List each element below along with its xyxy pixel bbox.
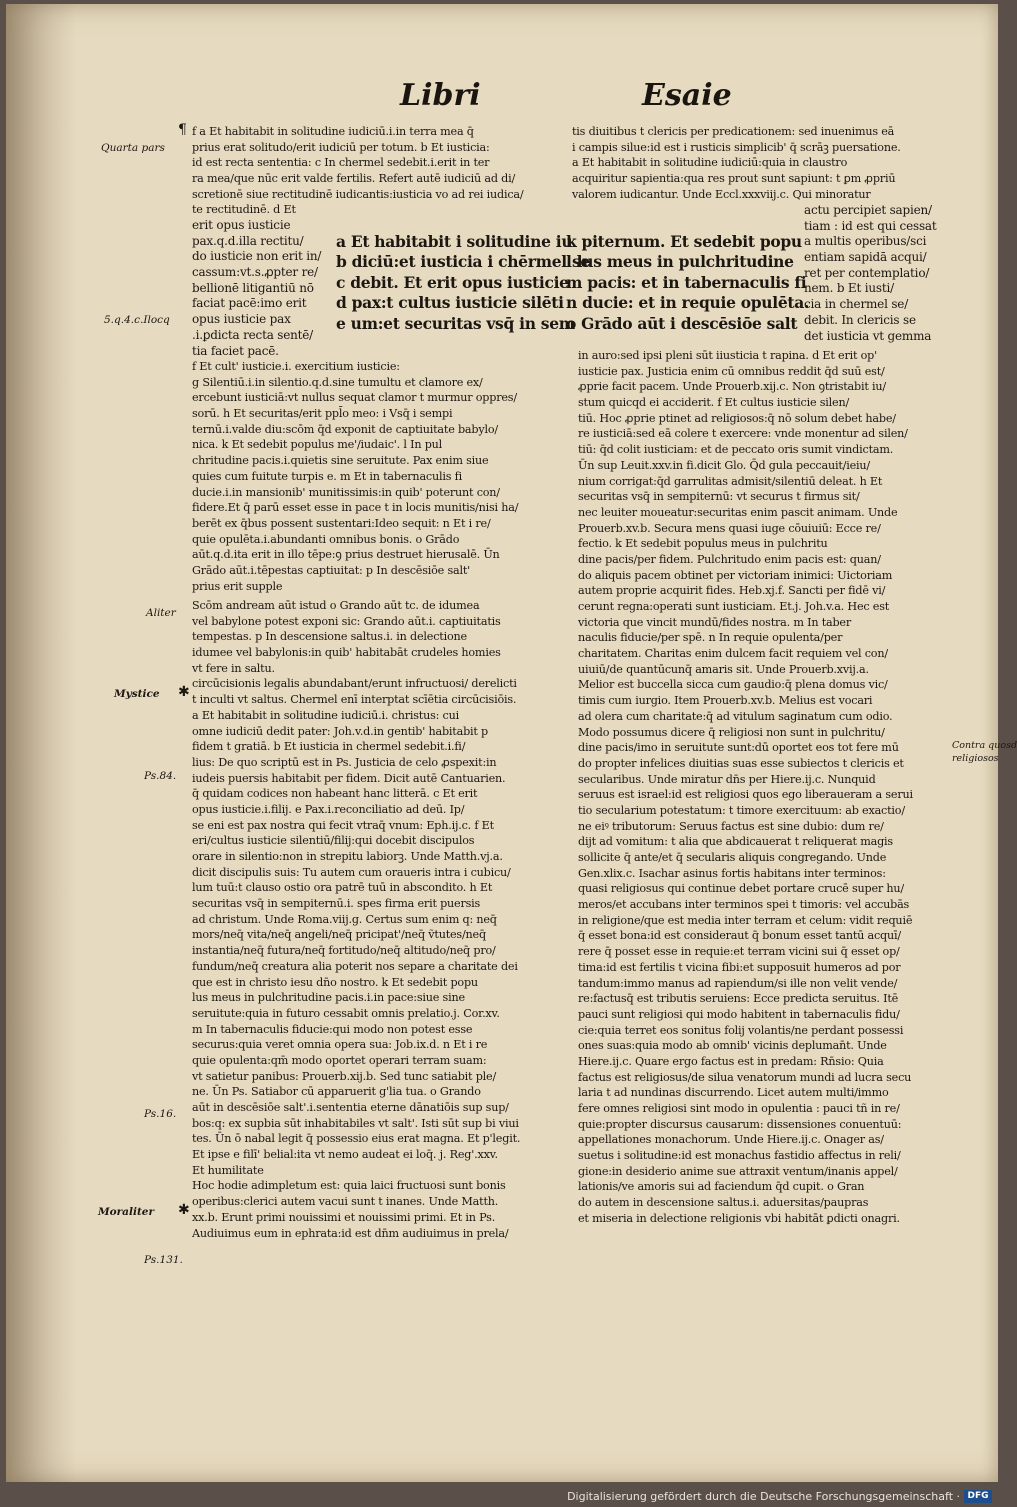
running-head-left: Libri <box>400 78 481 113</box>
margin-note-ps84: Ps.84. <box>144 770 177 782</box>
margin-note-aliter: Aliter <box>146 607 176 619</box>
margin-note-quarta: Quarta pars <box>101 142 165 154</box>
running-head-right: Esaie <box>642 78 732 113</box>
margin-note-contra: Contra quosd <box>952 740 1017 751</box>
scripture-text-right: k piternum. Et sedebit popu l lus meus in pulchritudine m pacis: et in tabernaculis fi n ducie: et in requie opulēta. o Grādo aūt i descēsiōe salt <box>566 232 810 333</box>
margin-note-religiosos: religiosos <box>952 753 999 764</box>
margin-note-ps131: Ps.131. <box>144 1254 183 1266</box>
left-bottom-commentary: Scōm andream aūt istud o Grando aūt tc. de idumea vel babylone potest exponi sic: Grando aūt.i. captiuitatis tempestas. p In descensione saltus.i. in delectione idumee vel babylonis:in quib' habitabāt crudeles homies vt fere in saltu. circūcisionis legalis abundabant/erunt infructuosi/ derelicti t inculti vt saltus. Chermel enī interptat scīētia circūcisiōis. a Et habitabit in solitudine iudiciū.i. christus: cui omne iudiciū dedit pater: Joh.v.d.in gentib' habitabit p fidem t gratiā. b Et iusticia in chermel sedebit.i.fi/ lius: De quo scriptū est in Ps. Justicia de celo ꝓspexit:in iudeis puersis habitabit per fidem. Dicit autē Cantuarien. q̄ quidam codices non habeant hanc litterā. c Et erit opus iusticie.i.filij. e Pax.i.reconciliatio ad deū. Ip/ se eni est pax nostra qui fecit vtraq̄ vnum: Eph.ij.c. f Et eri/cultus iusticie silentiū/filij:qui docebit discipulos orare in silentio:non in strepitu labiorꝫ. Unde Matth.vj.a. dicit discipulis suis: Tu autem cum oraueris intra i cubicu/ lum tuū:t clauso ostio ora patrē tuū in abscondito. h Et securitas vsq̄ in sempiternū.i. spes firma erit puersis ad christum. Unde Roma.viij.g. Certus sum enim q: neq̄ mors/neq̄ vita/neq̄ angeli/neq̄ pricipat'/neq̄ ṽtutes/neq̄ instantia/neq̄ futura/neq̄ fortitudo/neq̄ altitudo/neq̄ pro/ fundum/neq̄ creatura alia poterit nos separe a charitate dei que est in christo iesu dn̄o nostro. k Et sedebit popu lus meus in pulchritudine pacis.i.in pace:siue sine seruitute:quia in futuro cessabit omnis prelatio.j. Cor.xv. m In tabernaculis fiducie:qui modo non potest esse securus:quia veret omnia opera sua: Job.ix.d. n Et i re quie opulenta:qm̄ modo oportet operari terram suam: vt satietur panibus: Prouerb.xij.b. Sed tunc satiabit ple/ ne. Ūn Ps. Satiabor cū apparuerit g'lia tua. o Grando aūt in descēsiōe salt'.i.sententia eterne dānatiōis sup sup/ bos:q: ex supbia sūt inhabitabiles vt salt'. Isti sūt sup bi viui tes. Ūn ō nabal legit q̄ possessio eius erat magna. Et p'legit. Et ipse e filī' belial:ita vt nemo audeat ei loq̄. j. Reg'.xxv. Et humilitate Hoc hodie adimpletum est: quia laici fructuosi sunt bonis operibus:clerici autem vacui sunt t inanes. Unde Matth. xx.b. Erunt primi nouissimi et nouissimi primi. Et in Ps. Audiuimus eum in ephrata:id est dn̄m audiuimus in prela/ <box>192 599 521 1240</box>
margin-note-ps16: Ps.16. <box>144 1108 177 1120</box>
right-top-commentary: tis diuitibus t clericis per predicationem: sed inuenimus eā i campis silue:id est i rusticis simplicib' q̄ scrāꝫ puersatione. a Et habitabit in solitudine iudiciū:quia in claustro acquiritur sapientia:qua res prout sunt sapiunt: t ꝑm ꝓpriū valorem iudicantur. Unde Eccl.xxxviij.c. Qui minoratur <box>572 125 901 201</box>
dfg-logo: DFG <box>964 1490 992 1503</box>
right-bottom-commentary: in auro:sed ipsi pleni sūt iiusticia t rapina. d Et erit op' iusticie pax. Justicia enim cū omnibus reddit q̄d suū est/ ꝓprie facit pacem. Unde Prouerb.xij.c. Non ꝯtristabit iu/ stum quicqd ei acciderit. f Et cultus iusticie silen/ tiū. Hoc ꝓprie ptinet ad religiosos:q̄ nō solum debet habe/ re iusticiā:sed eā colere t exercere: vnde monentur ad silen/ tiū: q̄d colit iusticiam: et de peccato oris sumit vindictam. Ūn sup Leuit.xxv.in fi.dicit Glo. Q̄d gula peccauit/ieiu/ nium corrigat:q̄d garrulitas admisit/silentiū deleat. h Et securitas vsq̄ in sempiternū: vt securus t firmus sit/ nec leuiter moueatur:securitas enim pascit animam. Unde Prouerb.xv.b. Secura mens quasi iuge cōuiuiū: Ecce re/ fectio. k Et sedebit populus meus in pulchritu dine pacis/per fidem. Pulchritudo enim pacis est: quan/ do aliquis pacem obtinet per victoriam inimici: Uictoriam autem proprie acquirit fides. Heb.xj.f. Sancti per fidē vi/ cerunt regna:operati sunt iusticiam. Et.j. Joh.v.a. Hec est victoria que vincit mundū/fides nostra. m In taber naculis fiducie/per spē. n In requie opulenta/per charitatem. Charitas enim dulcem facit requiem vel con/ uiuiū/de quantūcunq̄ amaris sit. Unde Prouerb.xvij.a. Melior est buccella sicca cum gaudio:q̄ plena domus vic/ timis cum iurgio. Item Prouerb.xv.b. Melius est vocari ad olera cum charitate:q̄ ad vitulum saginatum cum odio. Modo possumus dicere q̄ religiosi non sunt in pulchritu/ dine pacis/imo in seruitute sunt:dū oportet eos tot fere mū do propter infelices diuitias suas esse subiectos t clericis et secularibus. Unde miratur dn̄s per Hiere.ij.c. Nunquid seruus est israel:id est religiosi quos ego liberaueram a serui tio secularium potestatum: t timore exercituum: ab exactio/ ne eiꝰ tributorum: Seruus factus est sine dubio: dum re/ dijt ad vomitum: t alia que abdicauerat t reliquerat magis sollicite q̄ ante/et q̄ secularis aliquis congregando. Unde Gen.xlix.c. Isachar asinus fortis habitans inter terminos: quasi religiosus qui continue debet portare crucē super hu/ meros/et accubans inter terminos spei t timoris: vel accubās in religione/que est media inter terram et celum: vidit requiē q̄ esset bona:id est consideraut q̄ bonum esset tantū acquī/ rere q̄ posset esse in requie:et terram vicini sui q̄ esset op/ tima:id est fertilis t vicina fibi:et supposuit humeros ad por tandum:immo manus ad rapiendum/si ille non velit vende/ re:factusq̄ est tributis seruiens: Ecce predicta seruitus. Itē pauci sunt religiosi qui modo habitent in tabernaculis fidu/ cie:quia terret eos sonitus folij volantis/ne perdant possessi ones suas:quia modo ab omnib' vicinis depluman̄t. Unde Hiere.ij.c. Quare ergo factus est in predam: Rn̄sio: Quia factus est religiosus/de silua venatorum mundi ad lucra secu laria t ad nundinas discurrendo. Licet autem multi/immo fere omnes religiosi sint modo in opulentia : pauci tñ in re/ quie:propter discursus causarum: dissensiones conuentuū: appellationes monachorum. Unde Hiere.ij.c. Onager as/ suetus i solitudine:id est monachus fastidio affectus in reli/ gione:in desiderio anime sue attraxit ventum/inanis appel/ lationis/ve amoris sui ad faciendum q̄d cupit. o Gran do autem in descensione saltus.i. aduersitas/paupras et miseria in delectione religionis vbi habitāt ꝑdicti onagri. <box>578 349 913 1225</box>
paragraph-mark-icon: ¶ <box>178 122 187 138</box>
asterisk-mark-icon: ✱ <box>178 684 190 700</box>
digitization-credit: Digitalisierung gefördert durch die Deutsche Forschungsgemeinschaft · <box>567 1490 960 1503</box>
left-mid-commentary: f Et cult' iusticie.i. exercitium iusticie: g Silentiū.i.in silentio.q.d.sine tumultu et clamore ex/ ercebunt iusticiā:vt nullus sequat clamor t murmur oppres/ sorū. h Et securitas/erit ppl̄o meo: i Vsq̄ i sempi ternū.i.valde diu:scōm q̄d exponit de captiuitate babylo/ nica. k Et sedebit populus me'/iudaic'. l In pul chritudine pacis.i.quietis sine seruitute. Pax enim siue quies cum fuitute turpis e. m Et in tabernaculis fi ducie.i.in mansionib' munitissimis:in quib' poterunt con/ fidere.Et q̄ parū esset esse in pace t in locis munitis/nisi ha/ berēt ex q̄bus possent sustentari:Ideo sequit: n Et i re/ quie opulēta.i.abundanti omnibus bonis. o Grādo aūt.q.d.ita erit in illo tēpe:ꝯ prius destruet hierusalē. Ūn Grādo aūt.i.tēpestas captiuitat: p In descēsiōe salt' prius erit supple <box>192 360 519 593</box>
book-page <box>6 4 1017 1482</box>
margin-note-ref: 5.q.4.c.Ilocq <box>104 314 170 326</box>
left-narrow-commentary: erit opus iusticie pax.q.d.illa rectitu/ do iusticie non erit in/ cassum:vt.s.ꝓpter re/ bellionē litigantiū nō faciat pacē:imo erit opus iusticie pax .i.ꝑdicta recta sentē/ tia faciet pacē. <box>192 218 322 358</box>
margin-note-mystice: Mystice <box>114 688 160 700</box>
margin-note-moraliter: Moraliter <box>98 1206 155 1218</box>
right-narrow-commentary: actu percipiet sapien/ tiam : id est qui cessat a multis operibus/sci entiam sapidā acqui/ ret per contemplatio/ nem. b Et iusti/ cia in chermel se/ debit. In clericis se det iusticia vt gemma <box>804 203 937 343</box>
left-top-commentary: f a Et habitabit in solitudine iudiciū.i.in terra mea q̄ prius erat solitudo/erit iudiciū per totum. b Et iusticia: id est recta sententia: c In chermel sedebit.i.erit in ter ra mea/que nūc erit valde fertilis. Refert autē iudiciū ad di/ scretionē siue rectitudinē iudicantis:iusticia vo ad rei iudica/ te rectitudinē. d Et <box>192 125 524 217</box>
scripture-text-left: a Et habitabit i solitudine iu b diciū:et iusticia i chērmel se c debit. Et erit opus iusticie d pax:t cultus iusticie silēti e um:et securitas vsq̄ in sem <box>336 232 590 333</box>
asterisk-mark-icon: ✱ <box>178 1202 190 1218</box>
